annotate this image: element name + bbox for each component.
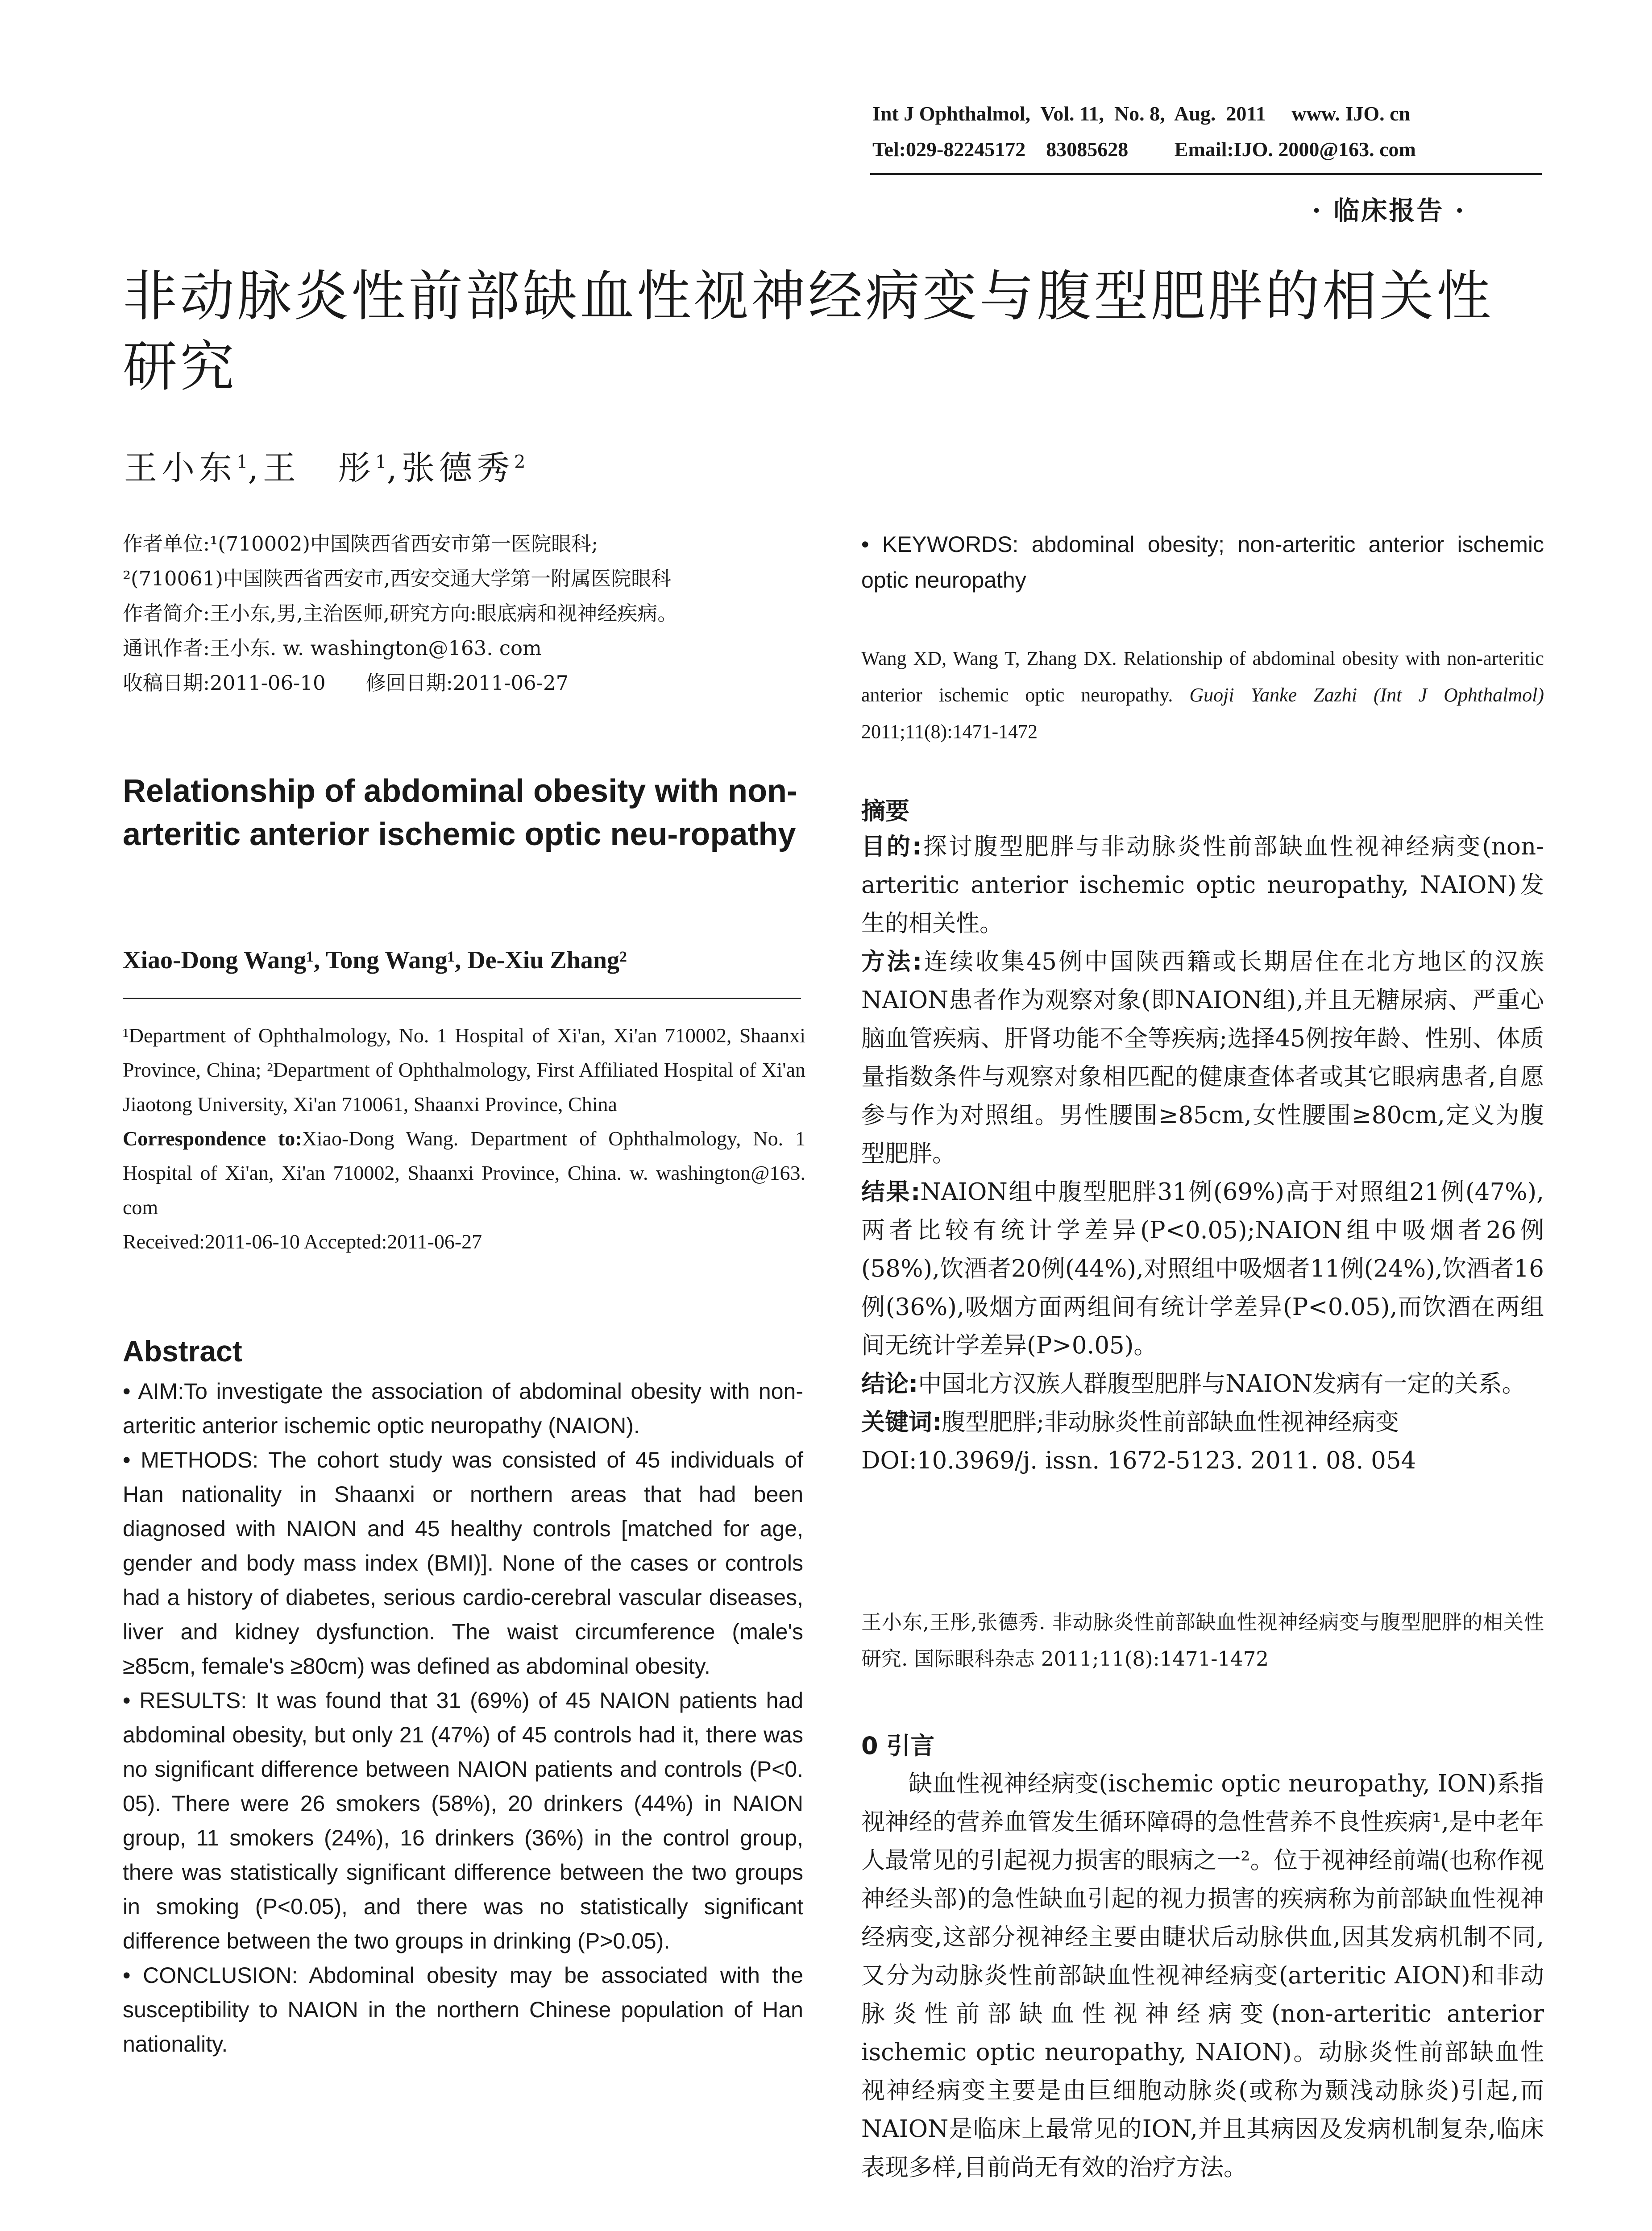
citation-en-journal2: (Int J Ophthalmol) — [1374, 684, 1544, 706]
correspondence-en — [123, 1121, 805, 1224]
header-rule — [870, 173, 1542, 175]
abstract-cn-aim-text: 探讨腹型肥胖与非动脉炎性前部缺血性视神经病变(non-arteritic anterior ischemic optic neuropathy, NAION)发生的相关性。 — [861, 833, 1544, 937]
section-tag: · 临床报告 · — [1312, 195, 1466, 226]
affiliation-cn-line-2: ²(710061)中国陕西省西安市,西安交通大学第一附属医院眼科 — [123, 567, 672, 590]
author-1: 王小东 — [124, 449, 237, 487]
affiliation-cn-line-1: 作者单位:¹(710002)中国陕西省西安市第一医院眼科; — [123, 532, 598, 556]
abstract-cn-methods — [861, 943, 1544, 1173]
correspondence-text: Xiao-Dong Wang. Department of Ophthalmology, No. 1 Hospital of Xi'an, Xi'an 710002, Shaanxi Province, China. w. washington@163. com — [123, 1127, 805, 1219]
affiliation-en-dept: ¹Department of Ophthalmology, No. 1 Hospital of Xi'an, Xi'an 710002, Shaanxi Province, China; ²Department of Ophthalmology, First Affiliated Hospital of Xi'an Jiaotong University, Xi'an 710061, Shaanxi Province, China — [123, 1024, 805, 1116]
abstract-results: • RESULTS: It was found that 31 (69%) of 45 NAION patients had abdominal obesity, but only 21 (47%) of 45 controls had it, there was no significant difference between NAION patients and controls (P<0. 05). There were 26 smokers (58%), 20 drinkers (44%) in NAION group, 11 smokers (24%), 16 drinkers (36%) in the control group, there was statistically significant difference between the two groups in smoking (P<0.05), and there was no statistically significant difference between the two groups in drinking (P>0.05). — [123, 1688, 803, 1953]
abstract-cn-methods-text: 连续收集45例中国陕西籍或长期居住在北方地区的汉族NAION患者作为观察对象(即NAION组),并且无糖尿病、严重心脑血管疾病、肝肾功能不全等疾病;选择45例按年龄、性别、体质量指数条件与观察对象相匹配的健康查体者或其它眼病患者,自愿参与作为对照组。男性腰围≥85cm,女性腰围≥80cm,定义为腹型肥胖。 — [861, 948, 1544, 1167]
abstract-en — [123, 1374, 803, 2061]
affiliation-en — [123, 1018, 805, 1259]
doi: DOI:10.3969/j. issn. 1672-5123. 2011. 08. 054 — [861, 1447, 1416, 1474]
journal-header-line: Int J Ophthalmol, Vol. 11, No. 8, Aug. 2011 www. IJO. cn — [872, 102, 1411, 125]
authors-en: Xiao-Dong Wang¹, Tong Wang¹, De-Xiu Zhang² — [123, 946, 627, 974]
abstract-conclusion: • CONCLUSION: Abdominal obesity may be associated with the susceptibility to NAION in the northern Chinese population of Han nationality. — [123, 1963, 803, 2057]
abstract-cn-aim — [861, 828, 1544, 943]
authors-rule — [123, 998, 801, 999]
affiliation-cn — [123, 527, 808, 701]
abstract-cn-conclusion — [861, 1365, 1544, 1403]
intro-heading: 0 引言 — [861, 1732, 935, 1760]
abstract-heading: Abstract — [123, 1335, 242, 1368]
intro-paragraph: 缺血性视神经病变(ischemic optic neuropathy, ION)系指视神经的营养血管发生循环障碍的急性营养不良性疾病¹,是中老年人最常见的引起视力损害的眼病之一²。位于视神经前端(也称作视神经头部)的急性缺血引起的视力损害的疾病称为前部缺血性视神经病变,这部分视神经主要由睫状后动脉供血,因其发病机制不同,又分为动脉炎性前部缺血性视神经病变(arteritic AION)和非动脉炎性前部缺血性视神经病变(non-arteritic anterior ischemic optic neuropathy, NAION)。动脉炎性前部缺血性视神经病变主要是由巨细胞动脉炎(或称为颞浅动脉炎)引起,而NAION是临床上最常见的ION,并且其病因及发病机制复杂,临床表现多样,目前尚无有效的治疗方法。 — [861, 1770, 1544, 2181]
abstract-cn-keywords — [861, 1403, 1544, 1442]
abstract-cn-results-text: NAION组中腹型肥胖31例(69%)高于对照组21例(47%),两者比较有统计学差异(P<0.05);NAION组中吸烟者26例(58%),饮酒者20例(44%),对照组中吸烟者11例(24%),饮酒者16例(36%),吸烟方面两组间有统计学差异(P<0.05),而饮酒在两组间无统计学差异(P>0.05)。 — [861, 1178, 1544, 1359]
article-title-en: Relationship of abdominal obesity with non-arteritic anterior ischemic optic neu-ropathy — [123, 773, 797, 852]
authors-cn — [124, 442, 525, 489]
citation-en-journal: Guoji Yanke Zazhi — [1189, 684, 1357, 706]
dates-en: Received:2011-06-10 Accepted:2011-06-27 — [123, 1230, 482, 1253]
abstract-cn-methods-label: 方法: — [861, 948, 922, 975]
abstract-cn-heading: 摘要 — [861, 797, 909, 825]
author-3: ,张德秀 — [386, 449, 514, 487]
abstract-cn-results — [861, 1173, 1544, 1365]
author-bio: 作者简介:王小东,男,主治医师,研究方向:眼底病和视神经疾病。 — [123, 601, 678, 625]
keywords-en: • KEYWORDS: abdominal obesity; non-arteritic anterior ischemic optic neuropathy — [861, 532, 1544, 593]
dates-cn: 收稿日期:2011-06-10 修回日期:2011-06-27 — [123, 671, 569, 695]
abstract-cn-results-label: 结果: — [861, 1178, 921, 1206]
abstract-aim: • AIM:To investigate the association of abdominal obesity with non-arteritic anterior ischemic optic neuropathy (NAION). — [123, 1379, 803, 1438]
author-2: ,王 彤 — [248, 449, 375, 487]
abstract-cn-keywords-label: 关键词: — [861, 1409, 942, 1436]
article-title-cn: 非动脉炎性前部缺血性视神经病变与腹型肥胖的相关性研究 — [123, 265, 1494, 398]
abstract-cn-conclusion-label: 结论: — [861, 1370, 918, 1397]
citation-en — [861, 640, 1544, 750]
author-1-sup: 1 — [237, 452, 248, 473]
abstract-cn — [861, 828, 1544, 1480]
abstract-cn-keywords-text: 腹型肥胖;非动脉炎性前部缺血性视神经病变 — [942, 1409, 1399, 1436]
journal-contact-line: Tel:029-82245172 83085628 Email:IJO. 2000@163. com — [872, 138, 1416, 161]
citation-cn: 王小东,王彤,张德秀. 非动脉炎性前部缺血性视神经病变与腹型肥胖的相关性研究. 国际眼科杂志 2011;11(8):1471-1472 — [861, 1610, 1544, 1671]
citation-en-tail: 2011;11(8):1471-1472 — [861, 721, 1038, 742]
author-3-sup: 2 — [514, 452, 526, 473]
abstract-cn-aim-label: 目的: — [861, 833, 922, 860]
abstract-methods: • METHODS: The cohort study was consisted of 45 individuals of Han nationality in Shaanxi or northern areas that had been diagnosed with NAION and 45 healthy controls [matched for age, gender and body mass index (BMI)]. None of the cases or controls had a history of diabetes, serious cardio-cerebral vascular diseases, liver and kidney dysfunction. The waist circumference (male's ≥85cm, female's ≥80cm) was defined as abdominal obesity. — [123, 1447, 803, 1679]
author-2-sup: 1 — [375, 452, 387, 473]
citation-en-text: Wang XD, Wang T, Zhang DX. Relationship of abdominal obesity with non-arteritic anterior ischemic optic neuropathy. — [861, 647, 1544, 706]
corresponding-author-cn: 通讯作者:王小东. w. washington@163. com — [123, 636, 542, 660]
abstract-cn-conclusion-text: 中国北方汉族人群腹型肥胖与NAION发病有一定的关系。 — [918, 1370, 1526, 1397]
correspondence-label: Correspondence to: — [123, 1127, 302, 1150]
